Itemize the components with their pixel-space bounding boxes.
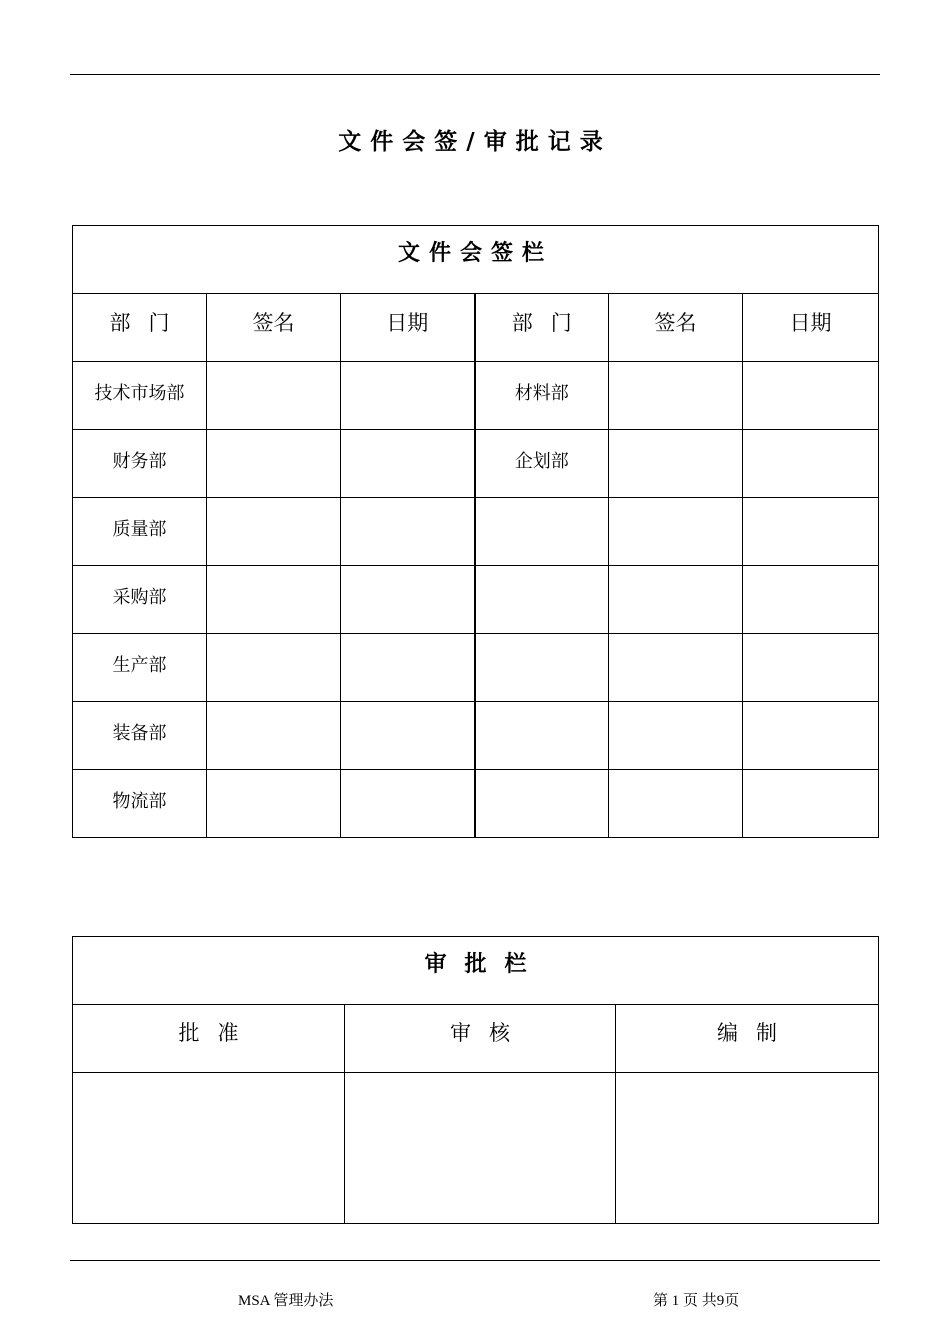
signature-cell[interactable] bbox=[609, 634, 743, 702]
department-cell: 质量部 bbox=[73, 498, 207, 566]
header-signature-right: 签名 bbox=[609, 294, 743, 362]
signature-cell[interactable] bbox=[207, 430, 341, 498]
date-cell[interactable] bbox=[341, 362, 475, 430]
date-cell[interactable] bbox=[341, 498, 475, 566]
date-cell[interactable] bbox=[743, 362, 879, 430]
approval-sign-row bbox=[73, 1073, 879, 1224]
department-cell: 企划部 bbox=[475, 430, 609, 498]
date-cell[interactable] bbox=[341, 770, 475, 838]
date-cell[interactable] bbox=[341, 566, 475, 634]
department-cell: 材料部 bbox=[475, 362, 609, 430]
header-review: 审核 bbox=[345, 1005, 616, 1073]
header-prepare: 编制 bbox=[616, 1005, 879, 1073]
department-cell: 物流部 bbox=[73, 770, 207, 838]
signature-cell[interactable] bbox=[207, 362, 341, 430]
approval-table bbox=[72, 936, 879, 1224]
table-row bbox=[73, 634, 879, 702]
footer-rule bbox=[70, 1260, 880, 1261]
review-signature-cell[interactable] bbox=[345, 1073, 616, 1224]
table-row bbox=[73, 430, 879, 498]
date-cell[interactable] bbox=[743, 430, 879, 498]
document-title: 文件会签/审批记录 bbox=[338, 129, 612, 155]
table-row bbox=[73, 498, 879, 566]
footer-document-name: MSA 管理办法 bbox=[238, 1293, 334, 1309]
date-cell[interactable] bbox=[341, 430, 475, 498]
department-cell bbox=[475, 770, 609, 838]
department-cell: 生产部 bbox=[73, 634, 207, 702]
signature-cell[interactable] bbox=[609, 430, 743, 498]
header-date-left: 日期 bbox=[341, 294, 475, 362]
date-cell[interactable] bbox=[743, 498, 879, 566]
date-cell[interactable] bbox=[743, 634, 879, 702]
department-cell bbox=[475, 566, 609, 634]
prepare-signature-cell[interactable] bbox=[616, 1073, 879, 1224]
header-approve: 批准 bbox=[73, 1005, 345, 1073]
date-cell[interactable] bbox=[743, 566, 879, 634]
department-cell bbox=[475, 498, 609, 566]
signature-cell[interactable] bbox=[609, 566, 743, 634]
signoff-header-row bbox=[73, 294, 879, 362]
department-cell bbox=[475, 634, 609, 702]
approval-section-title: 审批栏 bbox=[73, 937, 879, 1005]
date-cell[interactable] bbox=[743, 770, 879, 838]
signoff-table bbox=[72, 225, 879, 838]
signature-cell[interactable] bbox=[207, 770, 341, 838]
signature-cell[interactable] bbox=[609, 702, 743, 770]
signature-cell[interactable] bbox=[609, 362, 743, 430]
signature-cell[interactable] bbox=[609, 770, 743, 838]
table-row bbox=[73, 362, 879, 430]
signature-cell[interactable] bbox=[609, 498, 743, 566]
footer-page-number: 第 1 页 共9页 bbox=[653, 1293, 740, 1309]
approval-header-row bbox=[73, 1005, 879, 1073]
department-cell bbox=[475, 702, 609, 770]
approve-signature-cell[interactable] bbox=[73, 1073, 345, 1224]
signoff-title-row bbox=[73, 226, 879, 294]
table-row bbox=[73, 702, 879, 770]
department-cell: 技术市场部 bbox=[73, 362, 207, 430]
date-cell[interactable] bbox=[341, 634, 475, 702]
signature-cell[interactable] bbox=[207, 634, 341, 702]
signature-cell[interactable] bbox=[207, 566, 341, 634]
signature-cell[interactable] bbox=[207, 702, 341, 770]
department-cell: 财务部 bbox=[73, 430, 207, 498]
signoff-section-title: 文件会签栏 bbox=[73, 226, 879, 294]
header-department-right: 部门 bbox=[475, 294, 609, 362]
header-signature-left: 签名 bbox=[207, 294, 341, 362]
department-cell: 采购部 bbox=[73, 566, 207, 634]
table-row bbox=[73, 566, 879, 634]
date-cell[interactable] bbox=[743, 702, 879, 770]
header-rule bbox=[70, 74, 880, 75]
department-cell: 装备部 bbox=[73, 702, 207, 770]
header-date-right: 日期 bbox=[743, 294, 879, 362]
signature-cell[interactable] bbox=[207, 498, 341, 566]
header-department-left: 部门 bbox=[73, 294, 207, 362]
table-row bbox=[73, 770, 879, 838]
date-cell[interactable] bbox=[341, 702, 475, 770]
approval-title-row bbox=[73, 937, 879, 1005]
